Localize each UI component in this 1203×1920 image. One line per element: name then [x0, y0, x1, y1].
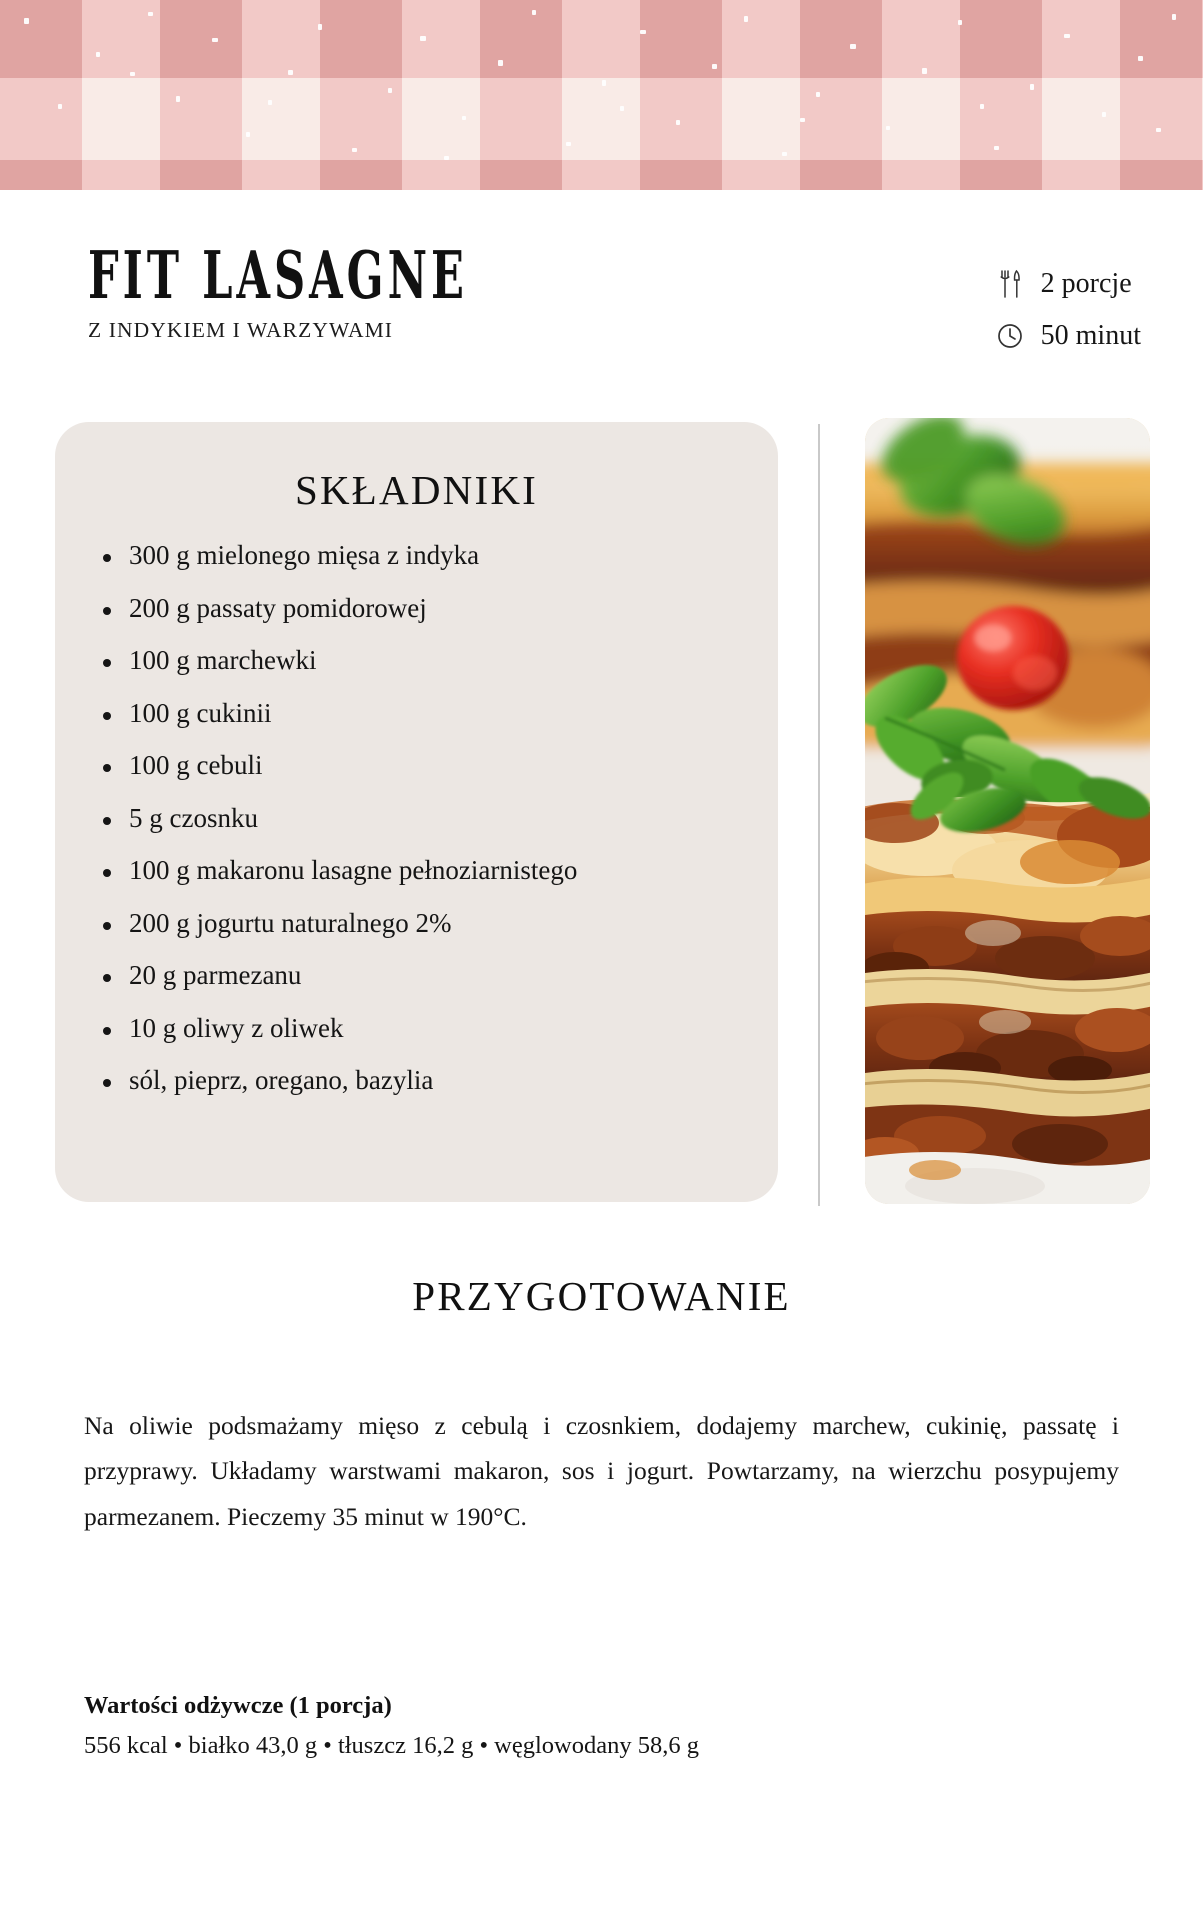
- title-block: [88, 235, 708, 343]
- page-subtitle: Z INDYKIEM I WARZYWAMI: [88, 318, 394, 342]
- header-gingham-band: [0, 0, 1203, 190]
- list-item: 20 g parmezanu: [97, 962, 748, 989]
- servings-value: 2 porcje: [1040, 268, 1132, 299]
- clock-icon: [995, 319, 1025, 353]
- list-item: 100 g cebuli: [97, 752, 748, 779]
- list-item: 100 g cukinii: [97, 700, 748, 727]
- preparation-body: Na oliwie podsmażamy mięso z cebulą i czosnkiem, dodajemy marchew, cukinię, passatę i przyprawy. Układamy warstwami makaron, sos i jogurt. Powtarzamy, na wierzchu posypujemy parmezanem. Pieczemy 35 minut w 190°C.: [84, 1411, 1119, 1531]
- vertical-divider: [818, 424, 820, 1206]
- list-item: 100 g makaronu lasagne pełnoziarnistego: [97, 857, 748, 884]
- preparation-heading: PRZYGOTOWANIE: [412, 1273, 791, 1319]
- list-item: 200 g jogurtu naturalnego 2%: [97, 910, 748, 937]
- list-item: 10 g oliwy z oliwek: [97, 1015, 748, 1042]
- recipe-photo: [865, 418, 1150, 1204]
- ingredients-list: [55, 542, 778, 1094]
- lasagne-photo-illustration: [865, 418, 1150, 1204]
- list-item: 300 g mielonego mięsa z indyka: [97, 542, 748, 569]
- list-item: 5 g czosnku: [97, 805, 748, 832]
- time-row: [995, 310, 1141, 362]
- nutrition-title: Wartości odżywcze (1 porcja): [84, 1692, 392, 1719]
- page-title: FIT LASAGNE: [88, 235, 468, 315]
- list-item: 200 g passaty pomidorowej: [97, 595, 748, 622]
- ingredients-heading: SKŁADNIKI: [295, 467, 538, 513]
- fork-knife-icon: [995, 267, 1025, 301]
- nutrition-values: 556 kcal • białko 43,0 g • tłuszcz 16,2 g • węglowodany 58,6 g: [84, 1732, 699, 1759]
- gingham-pattern-icon: [0, 0, 1203, 190]
- time-value: 50 minut: [1040, 320, 1141, 351]
- nutrition-block: [84, 1692, 1119, 1760]
- list-item: 100 g marchewki: [97, 647, 748, 674]
- ingredients-card: [55, 422, 778, 1202]
- servings-row: [995, 258, 1141, 310]
- list-item: sól, pieprz, oregano, bazylia: [97, 1067, 748, 1094]
- recipe-meta: [995, 258, 1141, 362]
